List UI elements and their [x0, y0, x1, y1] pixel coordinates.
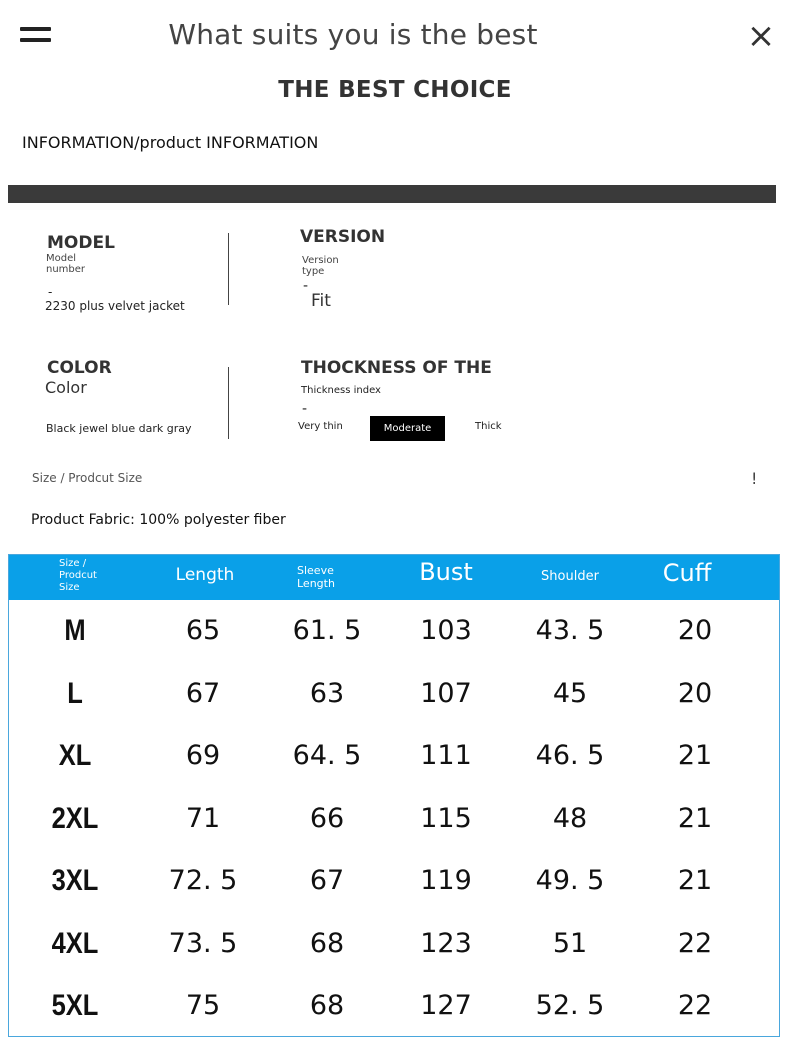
- model-dash: -: [48, 285, 53, 299]
- cell-size: 3XL: [51, 864, 99, 897]
- table-row: [9, 850, 779, 912]
- thickness-option-very-thin: Very thin: [298, 421, 343, 432]
- size-table: [8, 554, 780, 1037]
- table-row: [9, 600, 779, 662]
- header-title: What suits you is the best: [168, 18, 538, 51]
- header-length: Length: [175, 565, 235, 585]
- color-heading: COLOR: [47, 358, 112, 378]
- cell-cuff: 21: [677, 740, 713, 771]
- vertical-divider: [228, 233, 229, 305]
- cell-length: 69: [185, 740, 221, 771]
- cell-sleeve-length: 68: [309, 990, 345, 1021]
- cell-length: 73. 5: [168, 927, 238, 959]
- table-row: [9, 975, 779, 1037]
- cell-length: 75: [185, 990, 221, 1021]
- cell-sleeve-length: 61. 5: [292, 615, 362, 646]
- cell-sleeve-length: 68: [309, 927, 345, 959]
- cell-length: 67: [185, 677, 221, 709]
- model-heading: MODEL: [47, 233, 115, 253]
- cell-bust: 111: [420, 740, 472, 771]
- banner-subtitle: THE BEST CHOICE: [278, 77, 512, 103]
- cell-sleeve-length: 66: [309, 802, 345, 834]
- cell-shoulder: 51: [552, 927, 588, 959]
- version-value: Fit: [311, 291, 331, 311]
- cell-bust: 115: [420, 802, 472, 834]
- cell-bust: 119: [420, 865, 472, 896]
- cell-bust: 127: [420, 990, 472, 1021]
- thickness-option-thick: Thick: [475, 421, 502, 432]
- cell-length: 65: [185, 615, 221, 646]
- thickness-option-moderate-selected: Moderate: [370, 416, 445, 441]
- cell-shoulder: 48: [552, 802, 588, 834]
- thickness-sub-label: Thickness index: [301, 385, 381, 396]
- cell-cuff: 21: [677, 802, 713, 834]
- vertical-divider: [228, 367, 229, 439]
- color-sub-label: Color: [45, 378, 87, 397]
- version-sub-label: Version type: [302, 255, 339, 277]
- table-row: [9, 913, 779, 975]
- table-header: [9, 555, 779, 600]
- cell-cuff: 20: [677, 615, 713, 646]
- cell-size: 5XL: [51, 989, 99, 1022]
- cell-size: M: [64, 614, 86, 647]
- cell-cuff: 20: [677, 677, 713, 709]
- cell-shoulder: 52. 5: [535, 990, 605, 1021]
- cell-sleeve-length: 63: [309, 677, 345, 709]
- header-shoulder: Shoulder: [541, 569, 599, 584]
- cell-cuff: 22: [677, 927, 713, 959]
- thickness-heading: THOCKNESS OF THE: [301, 358, 492, 378]
- cell-size: 2XL: [51, 801, 99, 835]
- cell-size: L: [67, 676, 83, 710]
- color-value: Black jewel blue dark gray: [46, 422, 192, 435]
- cell-size: XL: [58, 739, 92, 772]
- table-row: [9, 725, 779, 787]
- header-bust: Bust: [419, 558, 473, 586]
- cell-cuff: 22: [677, 990, 713, 1021]
- table-row: [9, 788, 779, 850]
- cell-cuff: 21: [677, 865, 713, 896]
- cell-length: 71: [185, 802, 221, 834]
- close-icon[interactable]: ×: [746, 16, 776, 56]
- header-cuff: Cuff: [662, 559, 712, 587]
- cell-size: 4XL: [51, 926, 99, 960]
- cell-sleeve-length: 64. 5: [292, 740, 362, 771]
- cell-shoulder: 46. 5: [535, 740, 605, 771]
- section-divider-bar: [8, 185, 776, 203]
- exclamation-mark: !: [751, 469, 758, 488]
- version-heading: VERSION: [300, 227, 386, 247]
- cell-bust: 103: [420, 615, 472, 646]
- cell-shoulder: 45: [552, 677, 588, 709]
- header-size: Size / Prodcut Size: [59, 558, 97, 593]
- cell-shoulder: 49. 5: [535, 865, 605, 896]
- version-dash: -: [303, 278, 309, 294]
- thickness-dash: -: [302, 401, 308, 417]
- model-sub-label: Model number: [46, 253, 86, 275]
- cell-bust: 123: [420, 927, 472, 959]
- header-sleeve-length: Sleeve Length: [297, 564, 335, 590]
- cell-length: 72. 5: [168, 865, 238, 896]
- cell-bust: 107: [420, 677, 472, 709]
- section-label-information: INFORMATION/product INFORMATION: [22, 133, 319, 152]
- model-value: 2230 plus velvet jacket: [45, 299, 185, 313]
- cell-shoulder: 43. 5: [535, 615, 605, 646]
- size-section-label: Size / Prodcut Size: [32, 471, 143, 485]
- fabric-info: Product Fabric: 100% polyester fiber: [31, 512, 286, 528]
- table-row: [9, 663, 779, 725]
- cell-sleeve-length: 67: [309, 865, 345, 896]
